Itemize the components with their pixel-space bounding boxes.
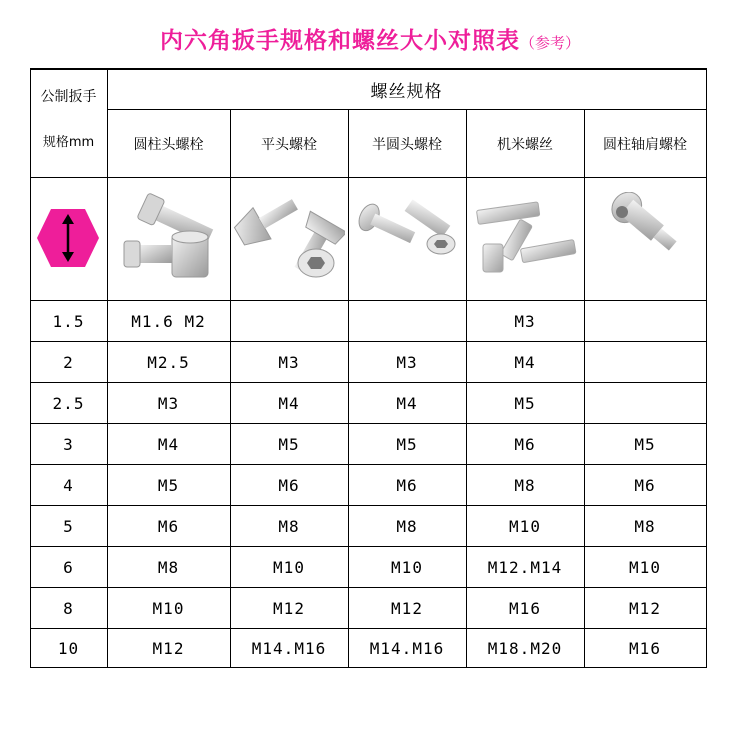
screw-size-cell: M8 (514, 475, 536, 495)
screw-size-cell: M12 (391, 598, 423, 618)
wrench-size-cell: 2 (63, 352, 74, 372)
flat-head-screw-icon (233, 195, 345, 285)
shoulder-bolt-icon (598, 192, 694, 284)
col-header-socket-cap: 圆柱头螺栓 (133, 136, 204, 153)
wrench-size-cell: 10 (57, 638, 80, 658)
screw-size-cell: M16 (629, 638, 661, 658)
wrench-size-cell: 2.5 (52, 393, 85, 413)
screw-size-cell: M12 (629, 598, 661, 618)
screw-size-cell: M14.M16 (251, 638, 327, 658)
wrench-size-cell: 3 (63, 434, 74, 454)
screw-size-cell: M10 (391, 557, 423, 577)
wrench-header-line2: 规格mm (42, 134, 95, 150)
screw-size-cell: M5 (514, 393, 536, 413)
screw-size-cell: M8 (157, 557, 180, 577)
screw-size-cell: M10 (152, 598, 185, 618)
hex-wrench-icon (35, 205, 101, 271)
screw-size-cell: M3 (278, 352, 300, 372)
screw-size-cell: M6 (634, 475, 656, 495)
screw-size-cell: M3 (396, 352, 418, 372)
screw-size-cell: M18.M20 (487, 638, 563, 658)
screw-size-cell: M8 (634, 516, 656, 536)
screw-size-cell: M4 (157, 434, 180, 454)
wrench-size-cell: 6 (63, 557, 74, 577)
screw-size-cell: M2.5 (147, 352, 190, 372)
screw-size-cell: M12 (273, 598, 305, 618)
screw-size-cell: M5 (278, 434, 300, 454)
screw-size-cell: M3 (157, 393, 180, 413)
screw-size-cell (584, 301, 706, 341)
wrench-size-cell: 8 (63, 598, 74, 618)
screw-size-cell: M6 (157, 516, 180, 536)
wrench-header-line1: 公制扳手 (40, 89, 97, 105)
screw-size-cell: M10 (509, 516, 541, 536)
screw-size-cell (584, 383, 706, 423)
screw-size-cell: M8 (278, 516, 300, 536)
wrench-size-cell: 4 (63, 475, 74, 495)
wrench-size-cell: 1.5 (52, 311, 85, 331)
screw-size-cell: M8 (396, 516, 418, 536)
col-header-button-head: 半圆头螺栓 (372, 136, 442, 153)
screw-size-cell (230, 301, 348, 341)
screw-size-cell: M12.M14 (487, 557, 563, 577)
screw-size-cell: M5 (396, 434, 418, 454)
screw-size-cell: M16 (509, 598, 541, 618)
button-head-screw-icon (351, 192, 463, 284)
screw-size-cell: M14.M16 (369, 638, 445, 658)
set-screw-icon (469, 192, 581, 288)
screw-size-cell (584, 342, 706, 382)
screw-spec-header: 螺丝规格 (370, 81, 443, 102)
screw-size-cell: M4 (278, 393, 300, 413)
wrench-size-cell: 5 (63, 516, 74, 536)
screw-size-cell: M6 (396, 475, 418, 495)
screw-size-cell (348, 301, 466, 341)
socket-cap-screw-icon (110, 185, 228, 293)
screw-size-cell: M5 (157, 475, 180, 495)
screw-size-cell: M1.6 M2 (131, 311, 206, 331)
screw-size-cell: M6 (278, 475, 300, 495)
screw-size-cell: M12 (152, 638, 185, 658)
screw-size-cell: M5 (634, 434, 656, 454)
screw-size-cell: M10 (629, 557, 661, 577)
page-title (0, 22, 740, 55)
col-header-flat-head: 平头螺栓 (261, 136, 317, 153)
screw-size-cell: M4 (514, 352, 536, 372)
screw-size-cell: M10 (273, 557, 305, 577)
title-text: 内六角扳手规格和螺丝大小对照表 (159, 28, 520, 54)
title-note: （参考） (519, 34, 580, 52)
col-header-shoulder-bolt: 圆柱轴肩螺栓 (603, 136, 687, 153)
screw-size-cell: M4 (396, 393, 418, 413)
col-header-set-screw: 机米螺丝 (497, 136, 553, 153)
screw-size-cell: M3 (514, 311, 536, 331)
screw-size-cell: M6 (514, 434, 536, 454)
